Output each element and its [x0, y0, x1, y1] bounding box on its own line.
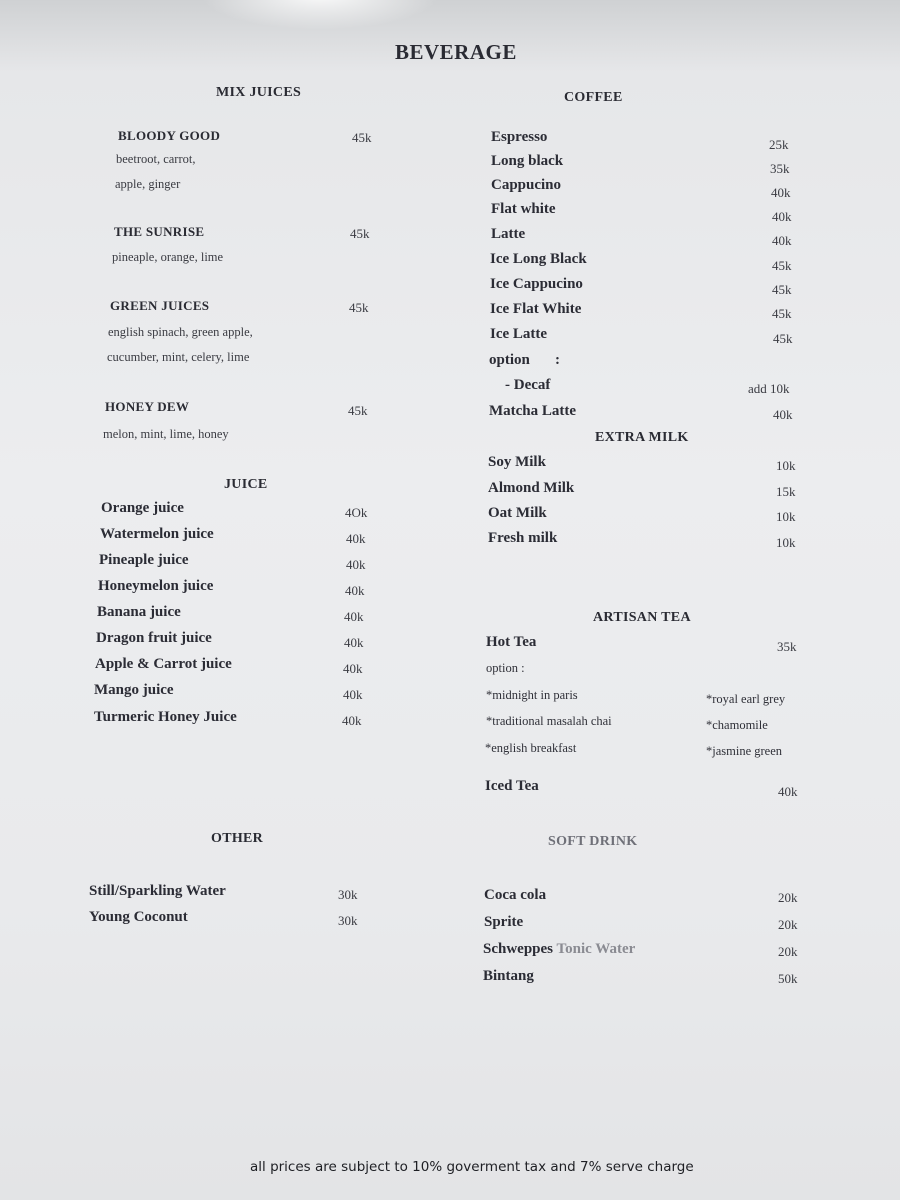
coffee-item: Ice Long Black: [490, 251, 587, 267]
juice-price: 40k: [343, 687, 363, 702]
juice-item: Banana juice: [97, 604, 181, 620]
coffee-price: 40k: [773, 407, 793, 422]
juice-price: 40k: [344, 609, 364, 624]
footer-note: all prices are subject to 10% goverment tax and 7% serve charge: [250, 1159, 694, 1175]
juice-price: 4Ok: [345, 505, 368, 520]
mix-juice-desc: apple, ginger: [115, 177, 181, 191]
mix-juice-desc: pineaple, orange, lime: [112, 250, 224, 264]
milk-price: 15k: [776, 484, 796, 499]
soft-drink-name-a: Schweppes: [483, 941, 554, 957]
tea-option: *chamomile: [706, 718, 768, 732]
tea-option: *jasmine green: [706, 744, 783, 758]
menu-title: BEVERAGE: [395, 40, 517, 64]
coffee-price: 40k: [772, 209, 792, 224]
milk-price: 10k: [776, 458, 796, 473]
soft-drink-price: 50k: [778, 971, 798, 986]
other-price: 30k: [338, 887, 358, 902]
milk-item: Soy Milk: [488, 454, 546, 470]
juice-item: Honeymelon juice: [98, 578, 214, 594]
coffee-price: 45k: [772, 282, 792, 297]
coffee-price: 45k: [772, 306, 792, 321]
tea-price: 40k: [778, 784, 798, 799]
coffee-item: Flat white: [491, 201, 556, 217]
soft-drink-item: Sprite: [484, 914, 524, 930]
mix-juice-desc: english spinach, green apple,: [108, 325, 253, 339]
milk-item: Almond Milk: [488, 480, 575, 496]
juice-item: Turmeric Honey Juice: [94, 709, 237, 725]
other-item: Still/Sparkling Water: [89, 883, 226, 899]
mix-juice-price: 45k: [348, 403, 368, 418]
soft-drink-heading: SOFT DRINK: [548, 834, 638, 849]
soft-drink-item: [483, 941, 635, 958]
mix-juice-name: GREEN JUICES: [110, 298, 210, 313]
juice-item: Apple & Carrot juice: [95, 656, 232, 672]
extra-milk-heading: EXTRA MILK: [595, 430, 689, 445]
coffee-price: 40k: [772, 233, 792, 248]
milk-price: 10k: [776, 509, 796, 524]
tea-price: 35k: [777, 639, 797, 654]
other-item: Young Coconut: [89, 909, 188, 925]
coffee-item: Latte: [491, 226, 526, 242]
coffee-price: 45k: [773, 331, 793, 346]
coffee-decaf-price: add 10k: [748, 381, 790, 396]
tea-item: Hot Tea: [486, 634, 537, 650]
juice-price: 40k: [345, 583, 365, 598]
soft-drink-item: Coca cola: [484, 887, 547, 903]
soft-drink-name-b: Tonic Water: [556, 941, 636, 957]
juice-price: 40k: [344, 635, 364, 650]
coffee-price: 45k: [772, 258, 792, 273]
coffee-item: Long black: [491, 153, 564, 169]
coffee-price: 40k: [771, 185, 791, 200]
milk-price: 10k: [776, 535, 796, 550]
juice-item: Orange juice: [101, 500, 184, 516]
artisan-tea-heading: ARTISAN TEA: [593, 610, 691, 625]
juice-price: 40k: [342, 713, 362, 728]
mix-juice-desc: cucumber, mint, celery, lime: [107, 350, 250, 364]
mix-juice-price: 45k: [352, 130, 372, 145]
juice-item: Watermelon juice: [100, 526, 214, 542]
soft-drink-price: 20k: [778, 917, 798, 932]
soft-drink-item: Bintang: [483, 968, 534, 984]
milk-item: Oat Milk: [488, 505, 547, 521]
other-price: 30k: [338, 913, 358, 928]
tea-item: Iced Tea: [485, 778, 539, 794]
soft-drink-price: 20k: [778, 944, 798, 959]
juice-heading: JUICE: [224, 477, 268, 492]
paper-highlight: [200, 0, 440, 30]
other-heading: OTHER: [211, 831, 264, 846]
mix-juice-desc: beetroot, carrot,: [116, 152, 196, 166]
mix-juice-price: 45k: [350, 226, 370, 241]
juice-item: Mango juice: [94, 682, 174, 698]
juice-price: 40k: [343, 661, 363, 676]
mix-juices-heading: MIX JUICES: [216, 85, 302, 100]
milk-item: Fresh milk: [488, 530, 558, 546]
coffee-heading: COFFEE: [564, 90, 623, 105]
coffee-option-colon: :: [555, 352, 560, 368]
mix-juice-name: HONEY DEW: [105, 399, 190, 414]
mix-juice-name: BLOODY GOOD: [118, 128, 221, 143]
coffee-price: 25k: [769, 137, 789, 152]
tea-option: *royal earl grey: [706, 692, 786, 706]
coffee-decaf-label: - Decaf: [505, 377, 551, 393]
coffee-option-label: option: [489, 352, 530, 368]
coffee-item: Ice Flat White: [490, 301, 582, 317]
mix-juice-desc: melon, mint, lime, honey: [103, 427, 229, 441]
mix-juice-price: 45k: [349, 300, 369, 315]
mix-juice-name: THE SUNRISE: [114, 224, 205, 239]
tea-option-label: option :: [486, 661, 525, 675]
coffee-item: Ice Latte: [490, 326, 548, 342]
tea-option: *midnight in paris: [486, 688, 578, 702]
tea-option: *traditional masalah chai: [486, 714, 612, 728]
coffee-price: 35k: [770, 161, 790, 176]
juice-item: Pineaple juice: [99, 552, 189, 568]
soft-drink-price: 20k: [778, 890, 798, 905]
coffee-item: Matcha Latte: [489, 403, 577, 419]
coffee-item: Cappucino: [491, 177, 562, 193]
juice-item: Dragon fruit juice: [96, 630, 212, 646]
coffee-item: Ice Cappucino: [490, 276, 583, 292]
tea-option: *english breakfast: [485, 741, 577, 755]
coffee-item: Espresso: [491, 129, 548, 145]
juice-price: 40k: [346, 531, 366, 546]
juice-price: 40k: [346, 557, 366, 572]
